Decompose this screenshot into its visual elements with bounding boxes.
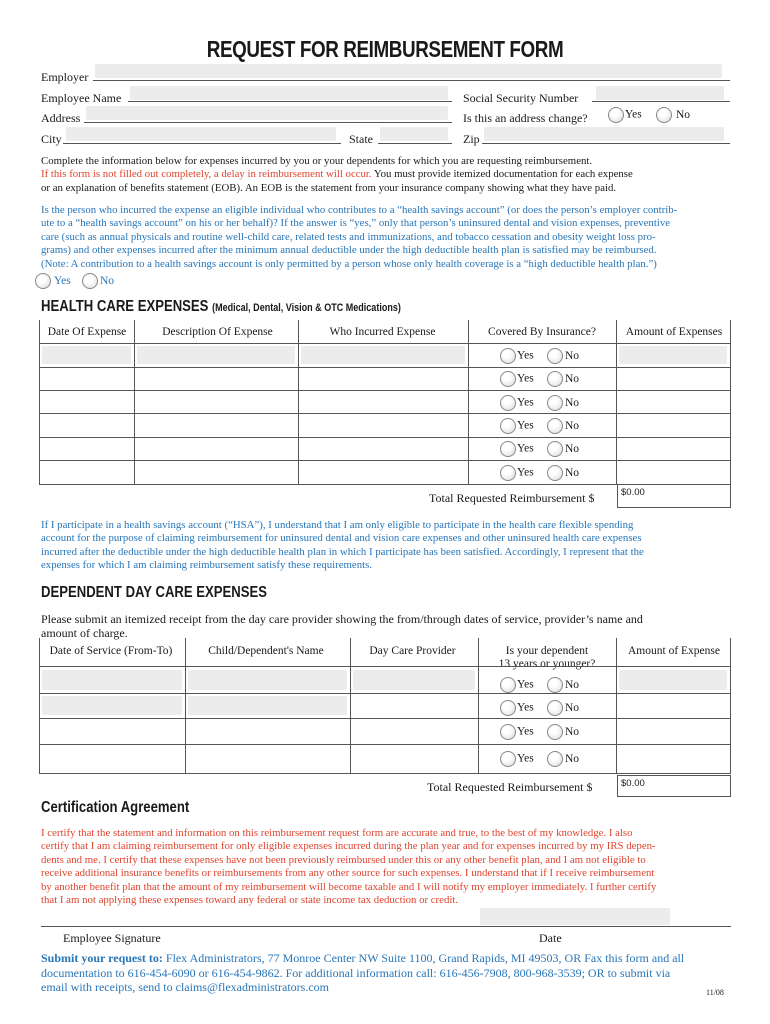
health-row-2-yes[interactable]: Yes bbox=[500, 371, 534, 387]
intro-warning: If this form is not filled out completely, a delay in reimbursement will occur. bbox=[41, 168, 372, 181]
radio-icon[interactable] bbox=[500, 418, 516, 434]
certification-heading: Certification Agreement bbox=[41, 799, 190, 816]
health-row-6-yes[interactable]: Yes bbox=[500, 465, 534, 481]
daycare-heading: DEPENDENT DAY CARE EXPENSES bbox=[41, 584, 268, 601]
radio-icon[interactable] bbox=[500, 677, 516, 693]
address-change-label: Is this an address change? bbox=[463, 111, 588, 125]
health-total-label: Total Requested Reimbursement $ bbox=[429, 491, 595, 505]
city-underline bbox=[63, 143, 341, 144]
daycare-table bbox=[39, 638, 731, 774]
health-heading: HEALTH CARE EXPENSES (Medical, Dental, Vision & OTC Medications) bbox=[41, 298, 401, 315]
state-underline bbox=[378, 143, 452, 144]
employer-field[interactable] bbox=[95, 64, 722, 78]
radio-icon[interactable] bbox=[547, 441, 563, 457]
daycare-row-1-child[interactable] bbox=[188, 670, 347, 690]
radio-icon[interactable] bbox=[547, 418, 563, 434]
radio-icon[interactable] bbox=[500, 465, 516, 481]
radio-icon[interactable] bbox=[500, 441, 516, 457]
health-row-2-no[interactable]: No bbox=[547, 371, 579, 387]
radio-icon[interactable] bbox=[547, 751, 563, 767]
daycare-row-1-amount[interactable] bbox=[619, 670, 727, 690]
ssn-label: Social Security Number bbox=[463, 91, 579, 105]
daycare-row-2-no[interactable]: No bbox=[547, 700, 579, 716]
hsa-note: If I participate in a health savings account (“HSA”), I understand that I am only eligible to participate in the health care flexible spending account for the purpose of claiming reimbursement for uninsured dental and vision care expenses and other uninsured health care expenses incurred after the deductible under the high deductible health plan in which I participate has been satisfied. Accordingly, I represent that the expenses for which I am claiming reimbursement satisfy these requirements. bbox=[41, 519, 644, 572]
radio-icon[interactable] bbox=[547, 395, 563, 411]
address-underline bbox=[84, 122, 452, 123]
health-row-5-yes[interactable]: Yes bbox=[500, 441, 534, 457]
radio-icon[interactable] bbox=[547, 371, 563, 387]
zip-label: Zip bbox=[463, 132, 480, 146]
zip-underline bbox=[482, 143, 730, 144]
date-label: Date bbox=[539, 931, 562, 945]
health-row-3-yes[interactable]: Yes bbox=[500, 395, 534, 411]
health-row-1-who[interactable] bbox=[301, 346, 465, 364]
health-table bbox=[39, 320, 731, 485]
health-row-1-date[interactable] bbox=[42, 346, 131, 364]
address-change-no[interactable]: No bbox=[656, 107, 690, 123]
radio-icon[interactable] bbox=[500, 371, 516, 387]
daycare-instructions-2: amount of charge. bbox=[41, 626, 128, 640]
daycare-row-1-date[interactable] bbox=[42, 670, 182, 690]
daycare-col-date: Date of Service (From-To) bbox=[49, 645, 173, 657]
radio-icon[interactable] bbox=[82, 273, 98, 289]
zip-field[interactable] bbox=[484, 127, 724, 141]
radio-icon[interactable] bbox=[547, 465, 563, 481]
radio-icon[interactable] bbox=[500, 395, 516, 411]
daycare-col-provider: Day Care Provider bbox=[369, 645, 456, 657]
state-label: State bbox=[349, 132, 373, 146]
daycare-col-dependent: Is your dependent bbox=[505, 645, 589, 657]
health-col-description: Description Of Expense bbox=[162, 326, 273, 338]
hsa-yes[interactable]: Yes bbox=[35, 273, 71, 289]
daycare-col-child: Child/Dependent's Name bbox=[208, 645, 324, 657]
daycare-col-dependent-2: 13 years or younger? bbox=[498, 658, 596, 670]
health-row-1-description[interactable] bbox=[137, 346, 295, 364]
daycare-instructions-1: Please submit an itemized receipt from the day care provider showing the from/through dates of service, provider’s name and bbox=[41, 612, 643, 626]
signature-line bbox=[41, 926, 731, 927]
radio-icon[interactable] bbox=[547, 700, 563, 716]
health-col-date: Date Of Expense bbox=[47, 326, 127, 338]
intro-line-1: Complete the information below for expenses incurred by you or your dependents for which you are requesting reimbursement. bbox=[41, 155, 593, 167]
health-row-6-no[interactable]: No bbox=[547, 465, 579, 481]
hsa-question: Is the person who incurred the expense an eligible individual who contributes to a “health savings account” (or does the person’s employer contrib- ute to a “health savings account” on his or her behalf)? If the answer is “yes,” only that person’s uninsured dental and vision expenses, preventive care (such as annual physicals and routine well-child care, related tests and immunizations, and tobacco cessation and obesity weight loss pro- grams) and other expenses incurred after the minimum annual deductible under the high deductible health plan is satisfied may be reimbursed. (Note: A contribution to a health savings account is only permitted by a person whose only health coverage is a “high deductible health plan.”) bbox=[41, 204, 678, 270]
health-row-1-no[interactable]: No bbox=[547, 348, 579, 364]
radio-icon[interactable] bbox=[547, 677, 563, 693]
health-col-amount: Amount of Expenses bbox=[625, 326, 723, 338]
radio-icon[interactable] bbox=[547, 724, 563, 740]
radio-icon[interactable] bbox=[35, 273, 51, 289]
health-total-field[interactable]: $0.00 bbox=[617, 484, 731, 508]
daycare-col-amount: Amount of Expense bbox=[628, 645, 720, 657]
health-row-1-yes[interactable]: Yes bbox=[500, 348, 534, 364]
radio-icon[interactable] bbox=[500, 700, 516, 716]
signature-label: Employee Signature bbox=[63, 931, 161, 945]
daycare-total-label: Total Requested Reimbursement $ bbox=[427, 780, 593, 794]
health-row-1-amount[interactable] bbox=[619, 346, 727, 364]
employee-name-label: Employee Name bbox=[41, 91, 122, 105]
daycare-total-field[interactable]: $0.00 bbox=[617, 775, 731, 797]
employee-name-underline bbox=[128, 101, 452, 102]
submit-email: email with receipts, send to claims@flexadministrators.com bbox=[41, 980, 329, 994]
daycare-row-3-yes[interactable]: Yes bbox=[500, 724, 534, 740]
intro-line-3: or an explanation of benefits statement (EOB). An EOB is the statement from your insurance company showing what they have paid. bbox=[41, 181, 617, 194]
city-field[interactable] bbox=[66, 127, 336, 141]
daycare-row-1-no[interactable]: No bbox=[547, 677, 579, 693]
radio-icon[interactable] bbox=[547, 348, 563, 364]
daycare-row-3-no[interactable]: No bbox=[547, 724, 579, 740]
form-title: REQUEST FOR REIMBURSEMENT FORM bbox=[206, 36, 564, 62]
employer-label: Employer bbox=[41, 70, 89, 84]
address-field[interactable] bbox=[86, 106, 448, 120]
daycare-row-4-yes[interactable]: Yes bbox=[500, 751, 534, 767]
ssn-underline bbox=[592, 101, 730, 102]
daycare-row-4-no[interactable]: No bbox=[547, 751, 579, 767]
intro-line-2: If this form is not filled out completely, a delay in reimbursement will occur. You must provide itemized documentation for each expense bbox=[41, 168, 633, 181]
city-label: City bbox=[41, 132, 62, 146]
employee-name-field[interactable] bbox=[130, 86, 448, 100]
health-col-who: Who Incurred Expense bbox=[329, 326, 436, 338]
revision-code: 11/08 bbox=[706, 988, 724, 997]
radio-icon[interactable] bbox=[500, 348, 516, 364]
intro-paragraph bbox=[41, 155, 731, 195]
certification-text: I certify that the statement and information on this reimbursement request form are accurate and true, to the best of my knowledge. I also certify that I am claiming reimbursement for only eligible expenses incurred during the plan year and for expenses incurred by my IRS depen- dents and me. I certify that these expenses have not been previously reimbursed under this or any other benefit plan, and I am not eligible to receive additional insurance benefits or reimbursements from any other source for such expenses. I understand that if I receive reimbursement by another benefit plan that the amount of my reimbursement will become taxable and I will notify my employer immediately. I further certify that I am not applying these expenses toward any federal or state income tax deduction or credit. bbox=[41, 827, 657, 907]
health-row-3-no[interactable]: No bbox=[547, 395, 579, 411]
submit-instructions: Submit your request to: Flex Administrators, 77 Monroe Center NW Suite 1100, Grand Rapids, MI 49503, OR Fax this form and all documentation to 616-454-6090 or 616-454-9862. For additional information call: 616-456-7908, 800-968-3539; OR to submit via email with receipts, send to claims@flexadministrators.com bbox=[41, 951, 741, 995]
address-label: Address bbox=[41, 111, 81, 125]
radio-icon[interactable] bbox=[500, 724, 516, 740]
daycare-row-2-date[interactable] bbox=[42, 696, 182, 715]
submit-lead: Submit your request to: bbox=[41, 951, 163, 965]
radio-icon[interactable] bbox=[500, 751, 516, 767]
date-field[interactable] bbox=[480, 908, 670, 925]
daycare-row-1-provider[interactable] bbox=[353, 670, 475, 690]
radio-icon[interactable] bbox=[656, 107, 672, 123]
daycare-row-2-yes[interactable]: Yes bbox=[500, 700, 534, 716]
health-col-covered: Covered By Insurance? bbox=[488, 326, 596, 338]
health-row-4-no[interactable]: No bbox=[547, 418, 579, 434]
ssn-field[interactable] bbox=[596, 86, 724, 100]
health-row-5-no[interactable]: No bbox=[547, 441, 579, 457]
hsa-no[interactable]: No bbox=[82, 273, 114, 289]
radio-icon[interactable] bbox=[608, 107, 624, 123]
health-row-4-yes[interactable]: Yes bbox=[500, 418, 534, 434]
daycare-row-1-yes[interactable]: Yes bbox=[500, 677, 534, 693]
health-heading-sub: (Medical, Dental, Vision & OTC Medications) bbox=[212, 302, 401, 314]
employer-underline bbox=[93, 80, 730, 81]
address-change-yes[interactable]: Yes bbox=[608, 107, 642, 123]
daycare-row-2-child[interactable] bbox=[188, 696, 347, 715]
state-field[interactable] bbox=[380, 127, 448, 141]
